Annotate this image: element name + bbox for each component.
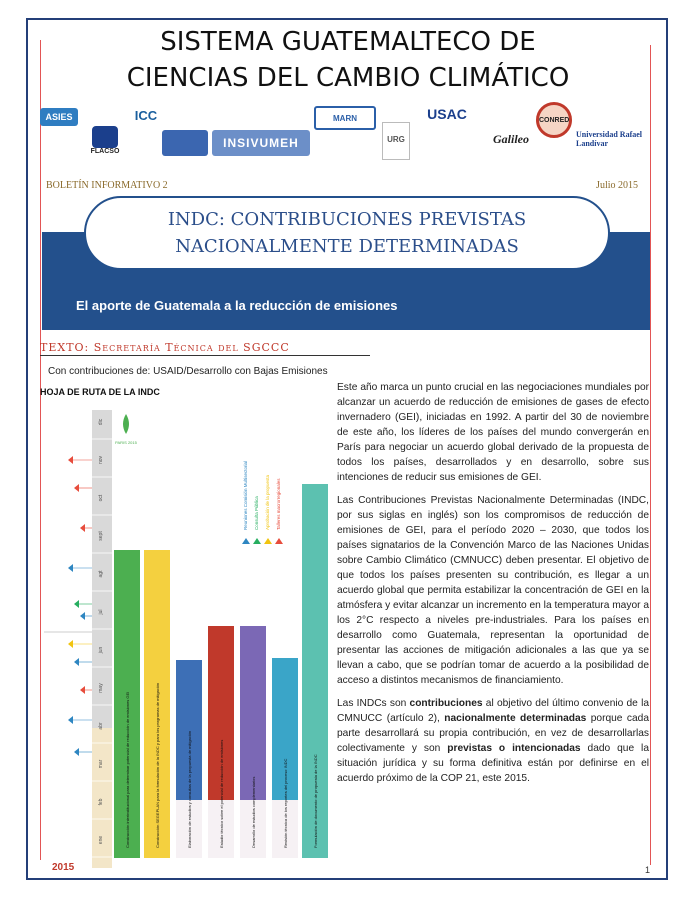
roadmap-bar-label: Desarrollo de estudios complementarios <box>251 776 256 848</box>
margin-line-right <box>650 45 651 865</box>
banner-title-line-1: INDC: CONTRIBUCIONES PREVISTAS <box>167 209 527 230</box>
milestone-marker <box>68 456 73 464</box>
month-label: jun <box>98 646 104 654</box>
banner-title-line-2: NACIONALMENTE DETERMINADAS <box>175 236 519 257</box>
asies-logo: ASIES <box>40 108 78 126</box>
author-line: TEXTO: Secretaría Técnica del SGCCC <box>40 341 290 354</box>
roadmap-year: 2015 <box>52 862 75 873</box>
milestone-marker <box>68 640 73 648</box>
title-line-2: CIENCIAS DEL CAMBIO CLIMÁTICO <box>126 63 570 93</box>
month-label: ene <box>98 835 104 845</box>
conred-logo: CONRED <box>536 102 572 138</box>
author-divider <box>40 355 370 356</box>
legend-marker <box>253 538 261 544</box>
page-title <box>30 24 666 96</box>
marn-logo: MARN <box>314 106 376 130</box>
milestone-marker <box>80 524 85 532</box>
body-text <box>337 380 649 794</box>
roadmap-bar-label: Estudio técnico sobre el potencial de reducción de emisiones <box>219 739 224 848</box>
cop21-logo <box>115 414 137 445</box>
urg-logo: URG <box>382 122 410 160</box>
banner-title <box>84 196 610 270</box>
icc-logo: ICC <box>134 108 158 123</box>
paragraph-1: Este año marca un punto crucial en las negociaciones mundiales por alcanzar un acuerdo de reducción de emisiones de gases de efecto invernadero (GEI), iniciadas en 1992. A partir del 30 de noviembre de este año, los líderes de los países del mundo convergerán en París para negociar un acuerdo global derivado de la propuesta de todos los países, desarrollados y en desarrollo, sobre sus intenciones de reducir sus emisiones de GEI. <box>337 382 649 483</box>
month-label: nov <box>98 455 104 465</box>
legend-marker <box>264 538 272 544</box>
insivumeh-logo: INSIVUMEH <box>212 130 310 156</box>
legend-label: Reuniones Comisión Multisectorial <box>243 460 248 530</box>
roadmap-heading: HOJA DE RUTA DE LA INDC <box>40 387 160 397</box>
paragraph-2: Las Contribuciones Previstas Nacionalmente Determinadas (INDC, por sus siglas en inglés) son los compromisos de reducción de emisiones de GEI, para el período 2020 – 2030, que todos los países signatarios de la Convención Marco de las Naciones Unidas sobre Cambio Climático (CMNUCC) deben presentar. El objetivo de que todos los países presenten su contribución, es llegar a un acuerdo global que permita estabilizar la concentración de GEI en la atmósfera y evitar alcanzar un incremento en la temperatura mayor a los 2°C respecto a niveles pre-industriales. Para los países en desarrollo como Guatemala, representan la oportunidad de presentar las acciones de mitigación adicionales a las que ya se llevan a cabo, que se podrían tomar de acuerdo a la posibilidad de acceso a distintos mecanismos de financiamiento. <box>337 495 649 686</box>
bulletin-date: Julio 2015 <box>596 180 638 191</box>
month-label: oct <box>98 494 104 502</box>
roadmap-diagram <box>38 400 330 870</box>
galileo-logo: Galileo <box>493 132 529 146</box>
legend-marker <box>275 538 283 544</box>
milestone-marker <box>74 748 79 756</box>
roadmap-bar-label: Construcción interinstitucional para determinar potencial de reducción de emisiones GEI <box>125 691 130 848</box>
roadmap-bar-label: Elaboración de estudios y consultas de la propuesta de mitigación <box>187 730 192 848</box>
milestone-marker <box>74 484 79 492</box>
milestone-marker <box>74 600 79 608</box>
month-label: dic <box>98 418 104 426</box>
month-label: mar <box>98 759 104 769</box>
roadmap-bar-label: Formulación de documento de propuesta de la INDC <box>313 754 318 848</box>
title-line-1: SISTEMA GUATEMALTECO DE <box>160 27 536 57</box>
month-label: may <box>98 683 104 693</box>
paragraph-3: Las INDCs son contribuciones al objetivo del último convenio de la CMNUCC (artículo 2), nacionalmente determinadas porque cada parte desarrollará su propia contribución, en vez de desarrollarlas colectivamente y son previstas o intencionadas dado que la situación jurídica y su forma definitiva están por definirse en el acuerdo próximo de la COP 21, este 2015. <box>337 698 649 784</box>
milestone-marker <box>68 564 73 572</box>
legend-label: Aprobación de la propuesta <box>265 474 270 530</box>
milestone-marker <box>80 612 85 620</box>
page-number: 1 <box>645 865 651 875</box>
legend-label: Consulta Pública <box>254 496 259 530</box>
usac-logo: USAC <box>427 106 467 122</box>
insivumeh-small-logo <box>162 130 208 156</box>
milestone-marker <box>74 658 79 666</box>
month-label: feb <box>98 798 104 806</box>
month-label: jul <box>98 609 104 615</box>
month-label: agt <box>98 570 104 578</box>
month-column-early <box>92 728 112 868</box>
month-label: sept <box>98 531 104 541</box>
milestone-marker <box>80 686 85 694</box>
svg-text:PARIS 2015: PARIS 2015 <box>115 440 137 445</box>
banner-subtitle: El aporte de Guatemala a la reducción de emisiones <box>76 298 398 313</box>
roadmap-bar-label: Construcción SEGEPLAN para la formulación de la INDC y para los programas de mitigación <box>155 682 160 848</box>
month-label: abr <box>98 722 104 730</box>
bulletin-label: BOLETÍN INFORMATIVO 2 <box>46 180 168 191</box>
flacso-logo: FLACSO <box>84 126 126 164</box>
milestone-marker <box>68 716 73 724</box>
roadmap-bar-label: Revisión técnica de los reportes del proceso INDC <box>283 758 288 848</box>
legend-marker <box>242 538 250 544</box>
contributors-line: Con contribuciones de: USAID/Desarrollo con Bajas Emisiones <box>48 366 328 377</box>
url-logo: Universidad Rafael Landívar <box>576 130 642 148</box>
bulletin-row <box>46 180 638 191</box>
logo-strip <box>36 100 660 166</box>
legend-label: Talleres macrorregionales <box>276 478 281 530</box>
